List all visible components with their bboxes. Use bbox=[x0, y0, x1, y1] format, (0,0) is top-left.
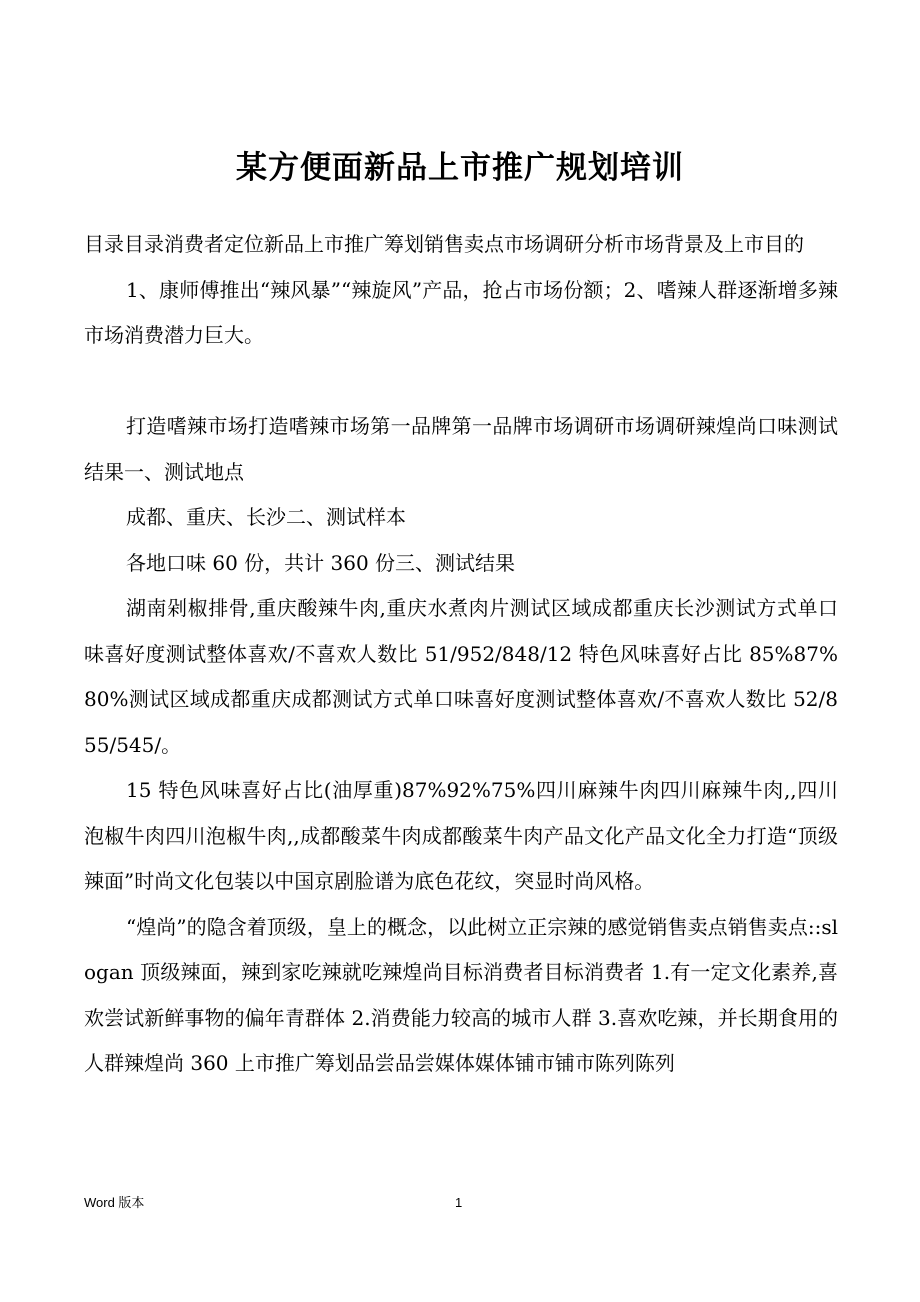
document-body bbox=[84, 222, 838, 1087]
paragraph-market-background: 1、康师傅推出“辣风暴”“辣旋风”产品，抢占市场份额；2、嗜辣人群逐渐增多辣市场消费潜力巨大。 bbox=[84, 277, 838, 347]
blank-line bbox=[84, 359, 838, 405]
footer-page-number: 1 bbox=[455, 1195, 463, 1210]
footer-version-label: Word 版本 bbox=[84, 1195, 145, 1210]
paragraph-test-results-1: 湖南剁椒排骨,重庆酸辣牛肉,重庆水煮肉片测试区域成都重庆长沙测试方式单口味喜好度测试整体喜欢/不喜欢人数比 51/952/848/12 特色风味喜好占比 85%87%80%测试区域成都重庆成都测试方式单口味喜好度测试整体喜欢/不喜欢人数比 52/855/545/。 bbox=[84, 596, 838, 757]
paragraph-test-samples: 各地口味 60 份，共计 360 份三、测试结果 bbox=[126, 550, 516, 575]
paragraph-toc: 目录目录消费者定位新品上市推广筹划销售卖点市场调研分析市场背景及上市目的 bbox=[84, 232, 804, 256]
document-title: 某方便面新品上市推广规划培训 bbox=[236, 150, 684, 186]
paragraph-test-results-2: 15 特色风味喜好占比(油厚重)87%92%75%四川麻辣牛肉四川麻辣牛肉,,四川泡椒牛肉四川泡椒牛肉,,成都酸菜牛肉成都酸菜牛肉产品文化产品文化全力打造“顶级辣面”时尚文化包装以中国京剧脸谱为底色花纹，突显时尚风格。 bbox=[84, 778, 838, 893]
paragraph-test-locations: 成都、重庆、长沙二、测试样本 bbox=[126, 505, 406, 529]
paragraph-selling-points: “煌尚”的隐含着顶级，皇上的概念，以此树立正宗辣的感觉销售卖点销售卖点::slogan 顶级辣面，辣到家吃辣就吃辣煌尚目标消费者目标消费者 1.有一定文化素养,喜欢尝试新鲜事物的偏年青群体 2.消费能力较高的城市人群 3.喜欢吃辣，并长期食用的人群辣煌尚 360 上市推广筹划品尝品尝媒体媒体铺市铺市陈列陈列 bbox=[84, 914, 838, 1075]
paragraph-taste-test-intro: 打造嗜辣市场打造嗜辣市场第一品牌第一品牌市场调研市场调研辣煌尚口味测试结果一、测试地点 bbox=[84, 414, 838, 484]
